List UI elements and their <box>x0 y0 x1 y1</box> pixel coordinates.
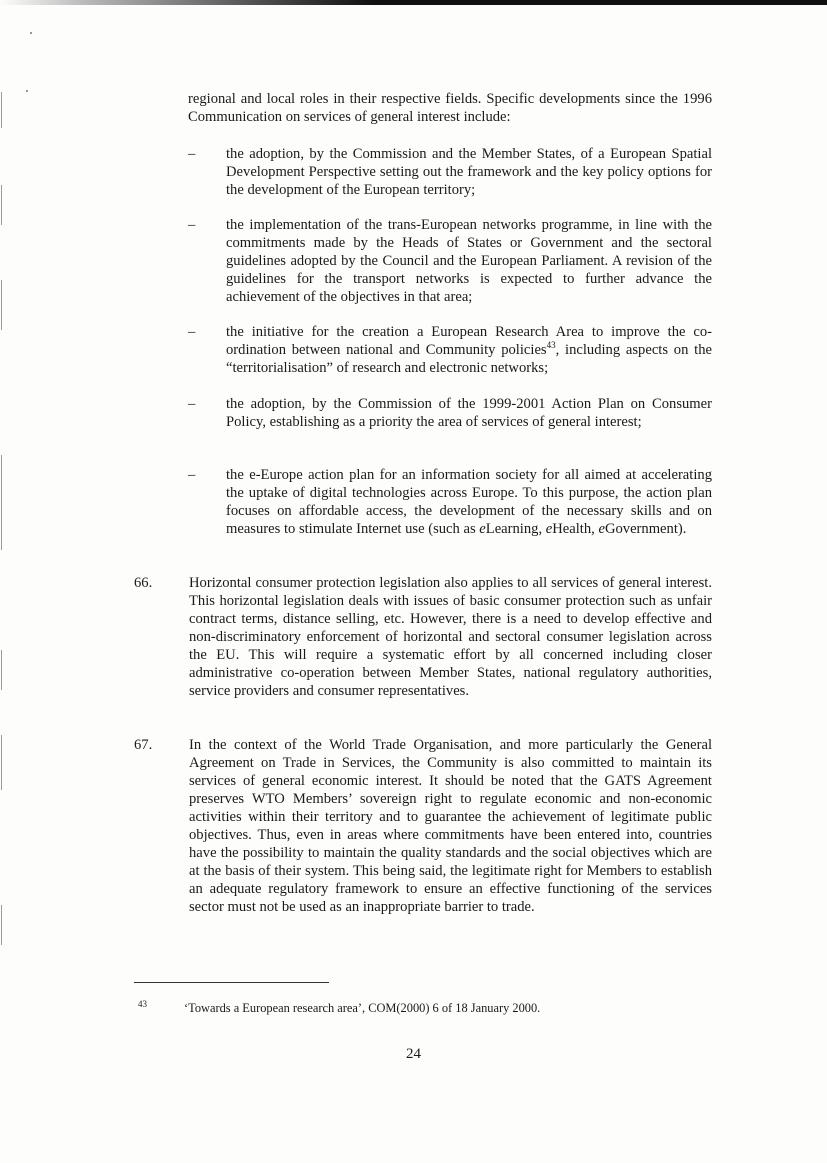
footnote-separator <box>134 982 329 983</box>
scan-margin-mark <box>1 92 2 128</box>
footnote-number: 43 <box>138 999 147 1009</box>
bullet-dash: – <box>188 217 196 233</box>
bullet-text-part: Government). <box>604 521 687 537</box>
numbered-paragraph <box>134 736 712 916</box>
bullet-dash: – <box>188 396 196 412</box>
bullet-text: the adoption, by the Commission of the 1999-2001 Action Plan on Consumer Policy, establishing as a priority the area of services of general interest; <box>226 396 712 430</box>
bullet-text-part: , including aspects on the “territorialisation” of research and electronic networks; <box>226 342 712 376</box>
scan-speck <box>26 90 28 92</box>
scan-edge-top <box>0 0 827 5</box>
bullet-item <box>188 323 712 377</box>
scan-margin-mark <box>1 455 2 550</box>
bullet-item <box>188 216 712 306</box>
bullet-text-part: Health, <box>552 521 599 537</box>
paragraph-text: Horizontal consumer protection legislation also applies to all services of general interest. This horizontal legislation deals with issues of basic consumer protection such as unfair contract terms, distance selling, etc. However, there is a need to develop effective and non-discriminatory enforcement of horizontal and sectoral consumer legislation across the EU. This will require a systematic effort by all concerned including closer administrative co-operation between Member States, national regulatory authorities, service providers and consumer representatives. <box>189 575 712 699</box>
scan-margin-mark <box>1 650 2 690</box>
bullet-item <box>188 145 712 199</box>
paragraph-number: 67. <box>134 737 153 753</box>
scan-margin-mark <box>1 905 2 945</box>
bullet-text-part: Learning, <box>485 521 546 537</box>
scan-margin-mark <box>1 735 2 790</box>
intro-paragraph: regional and local roles in their respective fields. Specific developments since the 1996 Communication on services of general interest include: <box>188 91 712 125</box>
bullet-text: the adoption, by the Commission and the Member States, of a European Spatial Development Perspective setting out the framework and the key policy options for the development of the European territory; <box>226 146 712 198</box>
bullet-dash: – <box>188 146 196 162</box>
bullet-dash: – <box>188 324 196 340</box>
bullet-item <box>188 395 712 431</box>
scan-speck <box>30 32 32 34</box>
paragraph-text: In the context of the World Trade Organisation, and more particularly the General Agreement on Trade in Services, the Community is also committed to maintain its services of general economic interest. It should be noted that the GATS Agreement preserves WTO Members’ sovereign right to regulate economic and non-economic activities within their territory and to guarantee the achievement of legitimate public objectives. Thus, even in areas where commitments have been entered into, countries have the possibility to maintain the quality standards and the social objectives which are at the basis of their system. This being said, the legitimate right for Members to establish an adequate regulatory framework to ensure an effective functioning of the services sector must not be used as an inappropriate barrier to trade. <box>189 737 712 915</box>
paragraph-number: 66. <box>134 575 153 591</box>
bullet-dash: – <box>188 467 196 483</box>
scan-margin-mark <box>1 280 2 330</box>
bullet-text <box>226 466 712 538</box>
bullet-text-part: the e-Europe action plan for an information society for all aimed at accelerating the uptake of digital technologies across Europe. To this purpose, the action plan focuses on affordable access, the development of the necessary skills and on measures to stimulate Internet use (such as <box>226 467 712 537</box>
footnote-text: ‘Towards a European research area’, COM(2000) 6 of 18 January 2000. <box>184 1001 541 1015</box>
bullet-text-part: the initiative for the creation a European Research Area to improve the co-ordination between national and Community policies <box>226 324 712 358</box>
e-prefix: e <box>479 521 486 537</box>
bullet-item <box>188 466 712 538</box>
bullet-text: the implementation of the trans-European networks programme, in line with the commitments made by the Heads of States or Government and the sectoral guidelines adopted by the Council and the European Parliament. A revision of the guidelines for the transport networks is expected to further advance the achievement of the objectives in that area; <box>226 217 712 305</box>
bullet-text <box>226 323 712 377</box>
e-prefix: e <box>598 521 605 537</box>
footnote-reference[interactable]: 43 <box>546 340 556 351</box>
page-number: 24 <box>406 1046 421 1062</box>
e-prefix: e <box>545 521 553 537</box>
scan-margin-mark <box>1 185 2 225</box>
numbered-paragraph <box>134 574 712 700</box>
